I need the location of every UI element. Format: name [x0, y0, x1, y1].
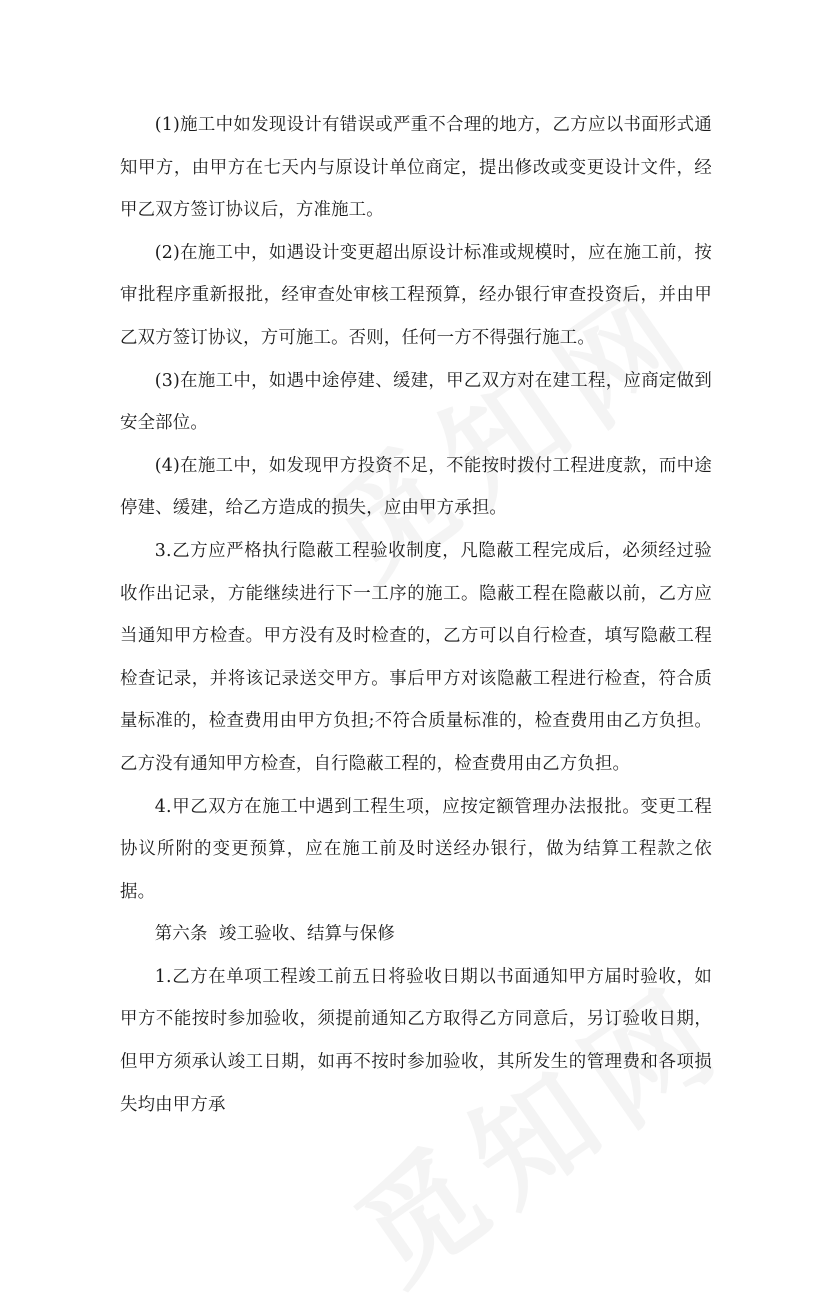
paragraph-1-3: (3)在施工中，如遇中途停建、缓建，甲乙双方对在建工程，应商定做到安全部位。	[120, 370, 712, 434]
paragraph-4: 4.甲乙双方在施工中遇到工程生项，应按定额管理办法报批。变更工程协议所附的变更预算，应在施工前及时送经办银行，做为结算工程款之依据。	[120, 796, 712, 902]
document-body	[120, 104, 712, 1126]
article-6-heading: 第六条 竣工验收、结算与保修	[154, 924, 395, 945]
paragraph-1-1: (1)施工中如发现设计有错误或严重不合理的地方，乙方应以书面形式通知甲方，由甲方在七天内与原设计单位商定，提出修改或变更设计文件，经甲乙双方签订协议后，方准施工。	[120, 115, 712, 221]
paragraph-6-1: 1.乙方在单项工程竣工前五日将验收日期以书面通知甲方届时验收，如甲方不能按时参加验收，须提前通知乙方取得乙方同意后，另订验收日期，但甲方须承认竣工日期，如再不按时参加验收，其所发生的管理费和各项损失均由甲方承	[120, 966, 712, 1115]
paragraph-3: 3.乙方应严格执行隐蔽工程验收制度，凡隐蔽工程完成后，必须经过验收作出记录，方能继续进行下一工序的施工。隐蔽工程在隐蔽以前，乙方应当通知甲方检查。甲方没有及时检查的，乙方可以自行检查，填写隐蔽工程检查记录，并将该记录送交甲方。事后甲方对该隐蔽工程进行检查，符合质量标准的，检查费用由甲方负担;不符合质量标准的，检查费用由乙方负担。乙方没有通知甲方检查，自行隐蔽工程的，检查费用由乙方负担。	[120, 540, 712, 774]
paragraph-1-2: (2)在施工中，如遇设计变更超出原设计标准或规模时，应在施工前，按审批程序重新报批，经审查处审核工程预算，经办银行审查投资后，并由甲乙双方签订协议，方可施工。否则，任何一方不得强行施工。	[120, 242, 712, 348]
paragraph-1-4: (4)在施工中，如发现甲方投资不足，不能按时拨付工程进度款，而中途停建、缓建，给乙方造成的损失，应由甲方承担。	[120, 455, 712, 519]
